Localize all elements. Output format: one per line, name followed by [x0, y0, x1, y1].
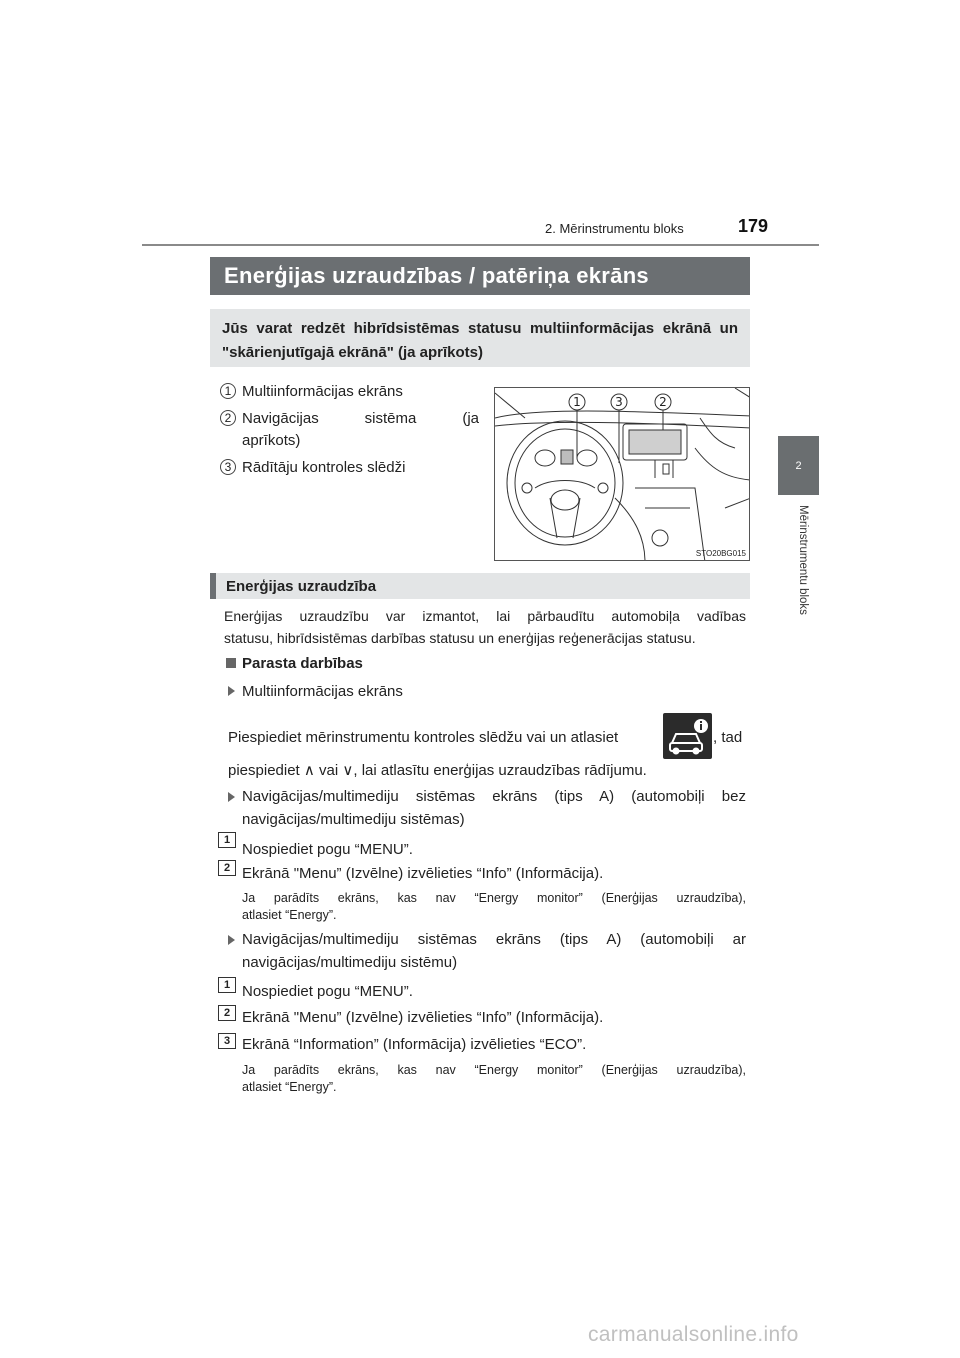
figure-callout-3: 3 — [615, 395, 623, 409]
watermark: carmanualsonline.info — [588, 1323, 799, 1346]
instruction-part2: , tad — [713, 729, 743, 746]
nav-b-step2-text: Ekrānā "Menu” (Izvēlne) izvēlieties “Info” (Informācija). — [242, 1009, 604, 1026]
nav-a-step2-text: Ekrānā "Menu” (Izvēlne) izvēlieties “Info” (Informācija). — [242, 865, 604, 882]
nav-b-note-line2: atlasiet “Energy”. — [242, 1080, 337, 1094]
triangle-bullet-icon — [228, 686, 235, 696]
step-number-2: 2 — [218, 860, 236, 876]
section-paragraph-line1: Enerģijas uzraudzību var izmantot, lai pārbaudītu automobiļa vadības — [224, 608, 746, 624]
nav-b-heading-line1: Navigācijas/multimediju sistēmas ekrāns (tips A) (automobiļi ar — [242, 931, 746, 948]
triangle-bullet-icon — [228, 935, 235, 945]
nav-a-heading-line2: navigācijas/multimediju sistēmas) — [242, 811, 465, 828]
step-number-3: 3 — [218, 1033, 236, 1049]
dashboard-illustration — [495, 388, 750, 561]
car-info-icon — [663, 713, 712, 759]
instruction-line2: piespiediet ∧ vai ∨, lai atlasītu enerģijas uzraudzības rādījumu. — [228, 762, 647, 779]
triangle-bullet-icon — [228, 792, 235, 802]
header-rule — [142, 244, 819, 246]
item-number-2: 2 — [220, 410, 236, 426]
step-number-1: 1 — [218, 977, 236, 993]
item-text-2-line2: aprīkots) — [242, 432, 301, 449]
instruction-part1: Piespiediet mērinstrumentu kontroles slēdžu vai un atlasiet — [228, 729, 619, 746]
normal-sub-heading: Multiinformācijas ekrāns — [242, 683, 403, 700]
item-number-1: 1 — [220, 383, 236, 399]
page-number: 179 — [738, 216, 769, 236]
running-header-section: 2. Mērinstrumentu bloks — [545, 221, 684, 236]
figure-code: STO20BG015 — [695, 549, 746, 558]
nav-b-step3-text: Ekrānā “Information” (Informācija) izvēlieties “ECO”. — [242, 1036, 587, 1053]
chapter-tab: 2 — [778, 436, 819, 495]
section-title: Enerģijas uzraudzība — [210, 573, 750, 599]
nav-a-note-line2: atlasiet “Energy”. — [242, 908, 337, 922]
nav-a-step1-text: Nospiediet pogu “MENU”. — [242, 841, 413, 858]
intro-box: Jūs varat redzēt hibrīdsistēmas statusu multiinformācijas ekrānā un "skārienjutīgajā ekrānā" (ja aprīkots) — [210, 309, 750, 367]
section-paragraph-line2: statusu, hibrīdsistēmas darbības statusu un enerģijas reģenerācijas statusu. — [224, 630, 696, 646]
figure-callout-1: 1 — [573, 395, 581, 409]
nav-b-note-line1: Ja parādīts ekrāns, kas nav “Energy monitor” (Enerģijas uzraudzība), — [242, 1063, 746, 1077]
figure-callout-2: 2 — [659, 395, 667, 409]
page-title: Enerģijas uzraudzības / patēriņa ekrāns — [210, 257, 750, 295]
dashboard-figure — [494, 387, 750, 561]
item-text-3: Rādītāju kontroles slēdži — [242, 459, 406, 476]
item-text-1: Multiinformācijas ekrāns — [242, 383, 403, 400]
item-text-2: Navigācijas sistēma (ja — [242, 410, 479, 427]
normal-heading: Parasta darbības — [242, 655, 363, 672]
square-bullet-icon — [226, 658, 236, 668]
nav-b-step1-text: Nospiediet pogu “MENU”. — [242, 983, 413, 1000]
step-number-1: 1 — [218, 832, 236, 848]
item-number-3: 3 — [220, 459, 236, 475]
nav-a-note-line1: Ja parādīts ekrāns, kas nav “Energy monitor” (Enerģijas uzraudzība), — [242, 891, 746, 905]
nav-b-heading-line2: navigācijas/multimediju sistēmu) — [242, 954, 458, 971]
step-number-2: 2 — [218, 1005, 236, 1021]
chapter-label: Mērinstrumentu bloks — [797, 505, 809, 615]
nav-a-heading-line1: Navigācijas/multimediju sistēmas ekrāns (tips A) (automobiļi bez — [242, 788, 746, 805]
